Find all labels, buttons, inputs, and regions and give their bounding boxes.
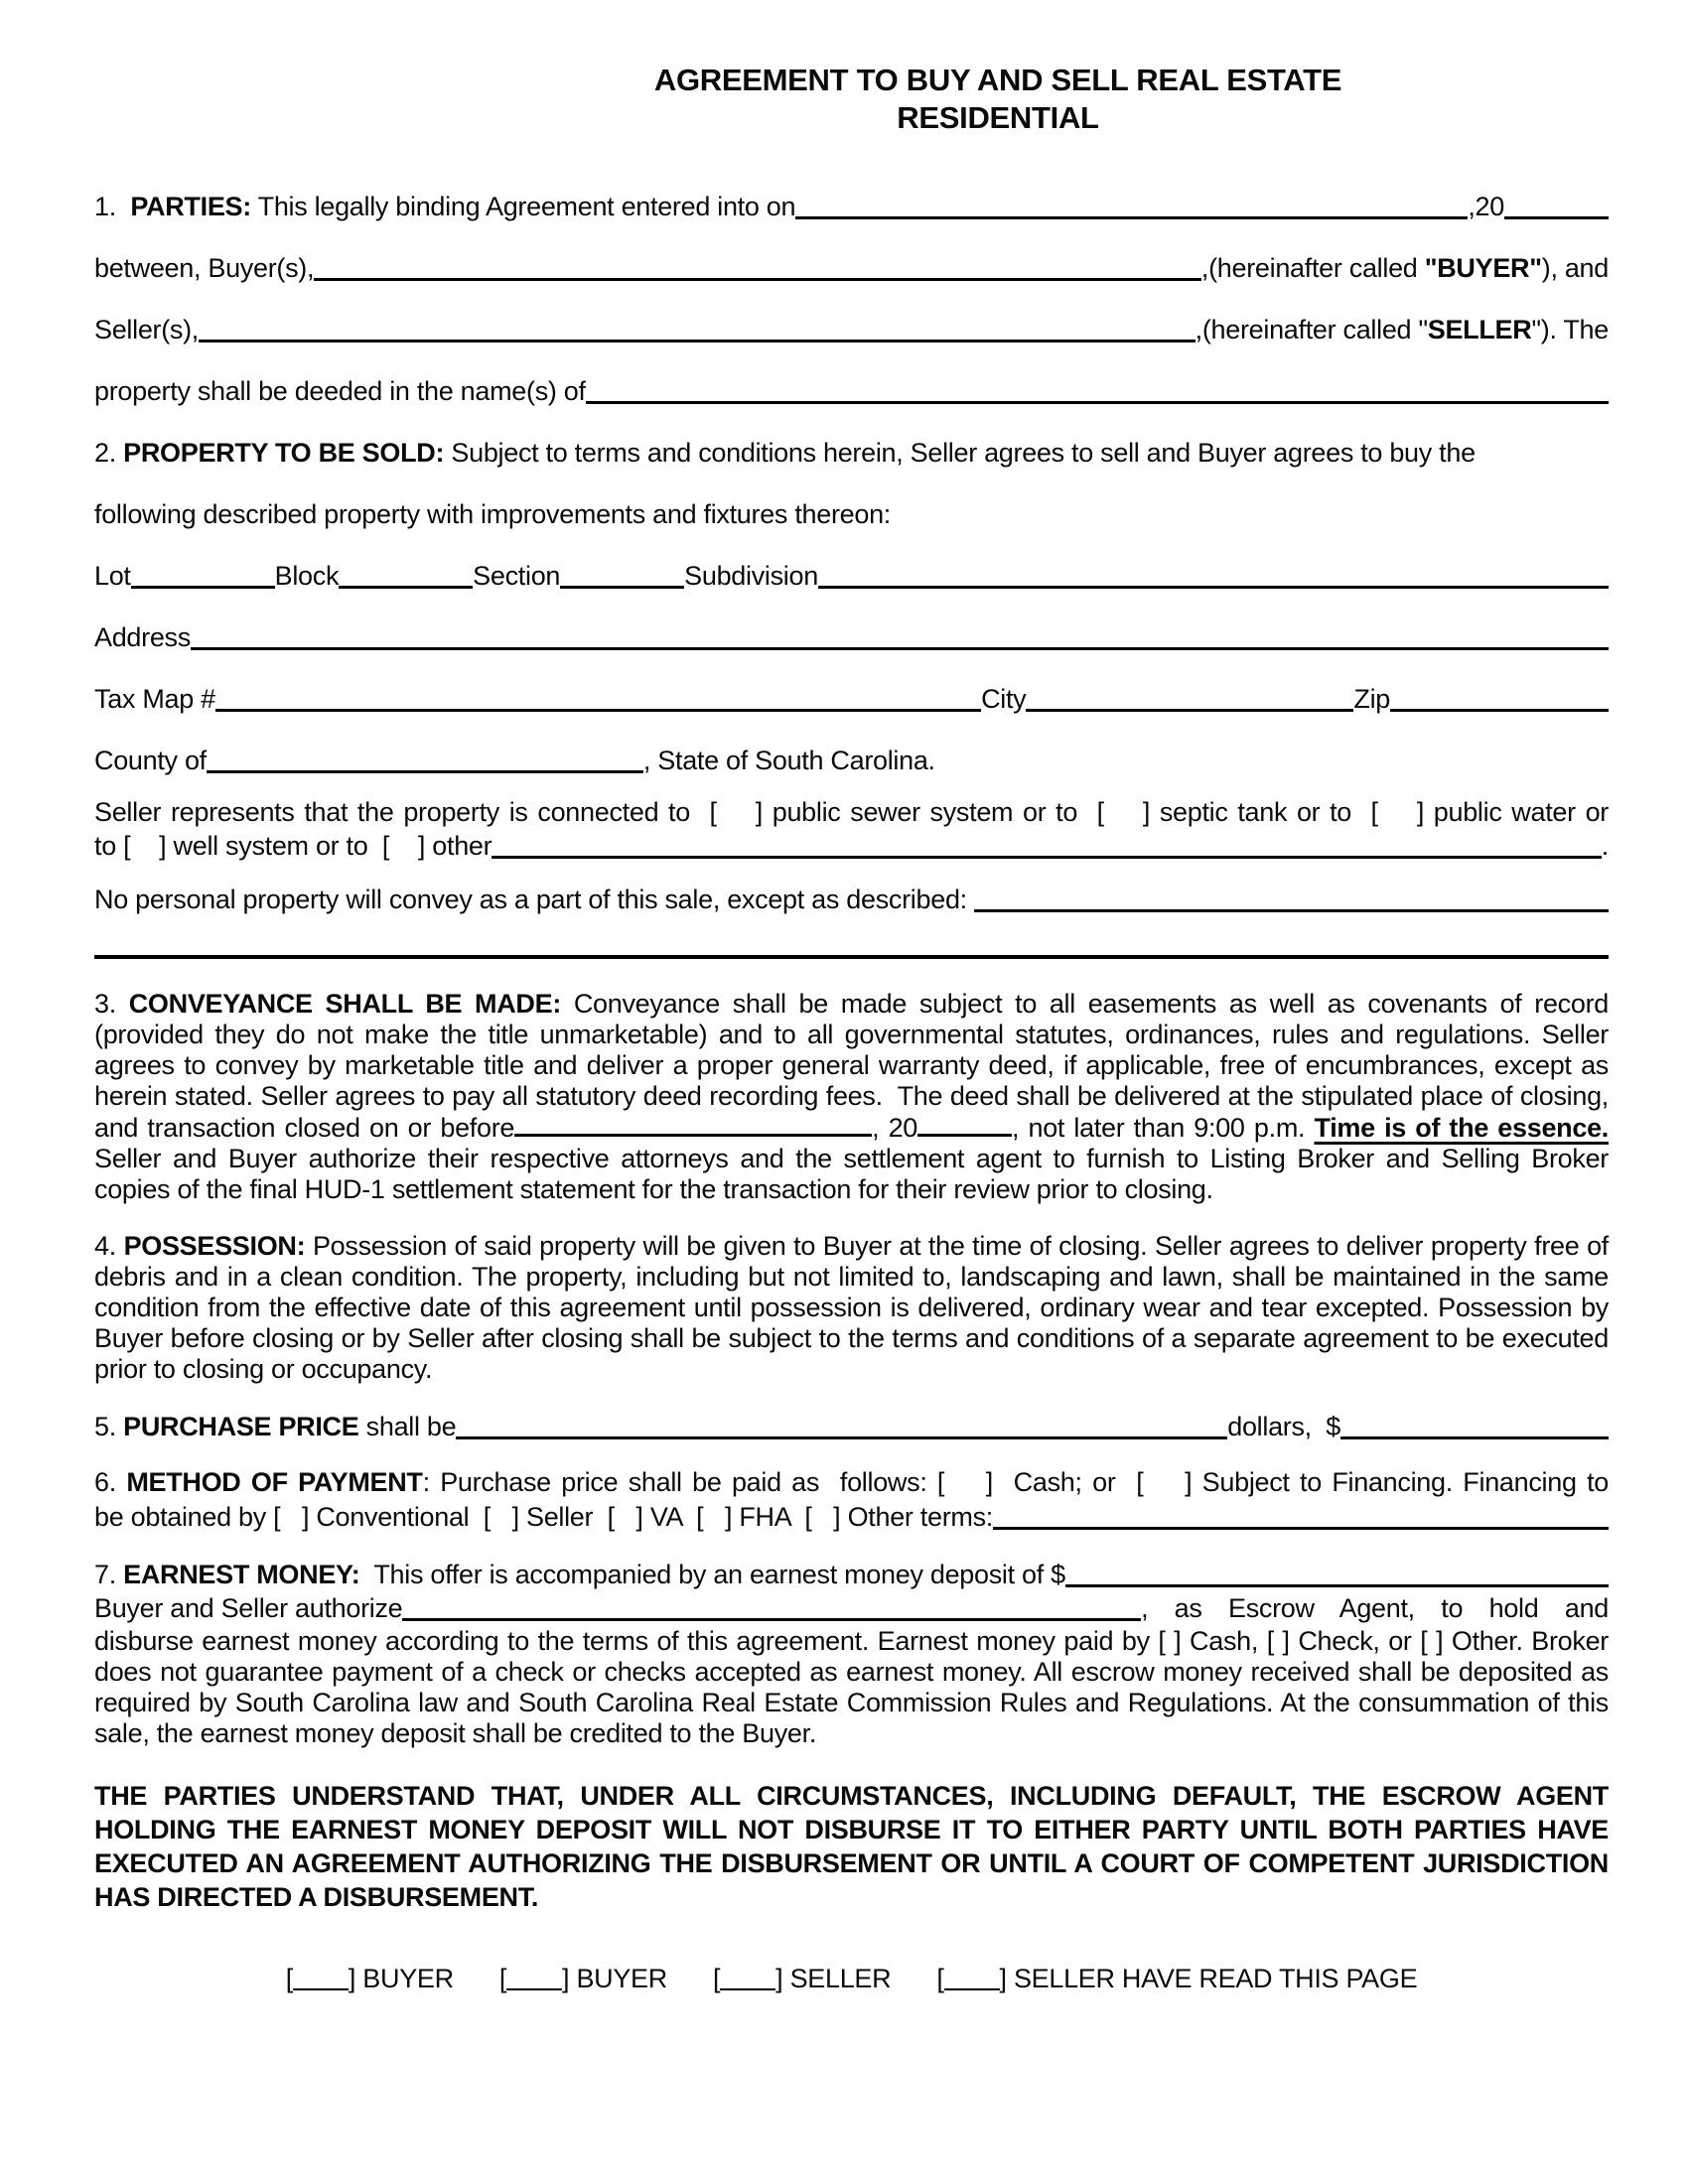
bracket-close: ] — [348, 1964, 363, 1993]
utilities-line1: Seller represents that the property is connected to [ ] public sewer system or to [ ] septic tank or to [ ] public water or — [94, 797, 1609, 827]
section-5-number: 5. — [94, 1412, 124, 1441]
section-2-label: PROPERTY TO BE SOLD: — [123, 438, 445, 468]
section-3-conveyance — [94, 989, 1617, 1205]
earnest-line2 — [94, 1590, 1609, 1624]
seller-name-blank — [199, 340, 1196, 342]
deed-lead-text: property shall be deeded in the name(s) of — [94, 376, 586, 406]
section-6-label: METHOD OF PAYMENT — [126, 1467, 423, 1497]
deed-name-blank — [586, 401, 1609, 404]
utilities-period: . — [1601, 831, 1609, 861]
section-6-number: 6. — [94, 1467, 127, 1497]
county-blank — [207, 770, 643, 773]
section-4-number: 4. — [94, 1231, 124, 1261]
property-intro-text: Subject to terms and conditions herein, Seller agrees to sell and Buyer agrees to buy the — [444, 438, 1476, 468]
conveyance-body2: Seller and Buyer authorize their respective attorneys and the settlement agent to furnish to Listing Broker and Selling Broker copies of the final HUD-1 settlement statement for the transaction for their review prior to closing. — [94, 1113, 1617, 1204]
buyer-tail-text: ), and — [1541, 253, 1609, 283]
personal-property-blank-line2 — [94, 915, 1609, 959]
section-6-method-of-payment — [94, 1466, 1609, 1533]
escrow-disbursement-notice: THE PARTIES UNDERSTAND THAT, UNDER ALL CIRCUMSTANCES, INCLUDING DEFAULT, THE ESCROW AGENT HOLDING THE EARNEST MONEY DEPOSIT WILL NOT DISBURSE IT TO EITHER PARTY UNTIL BOTH PARTIES HAVE EXECUTED AN AGREEMENT AUTHORIZING THE DISBURSEMENT OR UNTIL A COURT OF COMPETENT JURISDICTION HAS DIRECTED A DISBURSEMENT. — [94, 1781, 1609, 1912]
taxmap-label: Tax Map # — [94, 684, 215, 714]
escrow-agent-blank — [402, 1618, 1141, 1621]
footer-label: BUYER — [362, 1964, 454, 1993]
section-3-number: 3. — [94, 989, 129, 1019]
bracket-close: ] — [775, 1964, 790, 1993]
utilities-line2-text: to [ ] well system or to [ ] other — [94, 831, 492, 861]
year-prefix-text: ,20 — [1468, 192, 1504, 221]
section-label: Section — [473, 561, 561, 591]
bracket-close: ] — [562, 1964, 577, 1993]
seller-term-text: SELLER — [1427, 315, 1532, 344]
personal-property-text: No personal property will convey as a part of this sale, except as described: — [94, 885, 975, 914]
initials-footer — [94, 1964, 1609, 1994]
earnest-line2-text: Buyer and Seller authorize — [94, 1593, 403, 1623]
seller-initials-group-2 — [936, 1964, 1417, 1994]
payment-line2-text: be obtained by [ ] Conventional [ ] Seller [ ] VA [ ] FHA [ ] Other terms: — [94, 1502, 994, 1532]
buyer-initials-blank-2 — [506, 1988, 562, 1990]
payment-line2 — [94, 1499, 1609, 1533]
seller-initials-blank-1 — [720, 1988, 775, 1990]
section-3-label: CONVEYANCE SHALL BE MADE: — [128, 989, 562, 1019]
footer-label: SELLER HAVE READ THIS PAGE — [1013, 1964, 1418, 1993]
section-5-label: PURCHASE PRICE — [123, 1412, 359, 1441]
bracket-close: ] — [999, 1964, 1014, 1993]
bracket-open: [ — [712, 1964, 721, 1993]
earnest-deposit-blank — [1065, 1584, 1609, 1587]
footer-label: BUYER — [576, 1964, 667, 1993]
section-4-label: POSSESSION: — [123, 1231, 306, 1261]
section-7-label: EARNEST MONEY: — [123, 1560, 360, 1589]
payment-line1 — [94, 1466, 1609, 1499]
buyer-mid-text: ,(hereinafter called — [1200, 253, 1425, 283]
possession-body: Possession of said property will be given to Buyer at the time of closing. Seller agrees to deliver property free of debris and in a clean condition. The property, including but not limited to, landscaping and lawn, shall be maintained in the same condition from the effective date of this agreement until possession is delivered, ordinary wear and tear excepted. Possession by Buyer before closing or by Seller after closing shall be subject to the terms and conditions of a separate agreement to be executed prior to closing or occupancy. — [94, 1231, 1617, 1384]
parties-intro-text: This legally binding Agreement entered into on — [250, 192, 796, 221]
block-blank — [339, 586, 473, 589]
earnest-line1 — [94, 1557, 1609, 1590]
section-7-number: 7. — [94, 1560, 124, 1589]
city-label: City — [981, 684, 1027, 714]
closing-date-blank — [514, 1112, 872, 1137]
zip-blank — [1390, 709, 1609, 712]
city-blank — [1026, 709, 1353, 712]
agreement-year-blank — [1504, 216, 1609, 219]
block-label: Block — [274, 561, 340, 591]
parties-date-row — [94, 161, 1609, 222]
agreement-date-blank — [795, 216, 1468, 219]
taxmap-blank — [215, 709, 981, 712]
seller-tail-text: "). The — [1531, 315, 1609, 344]
escrow-agent-tail-text: , as Escrow Agent, to hold and — [1141, 1593, 1609, 1623]
county-label: County of — [94, 746, 207, 775]
earnest-line1-text: This offer is accompanied by an earnest money deposit of $ — [359, 1560, 1065, 1589]
seller-lead-text: Seller(s), — [94, 315, 200, 344]
section-2-property — [94, 407, 1609, 959]
county-row — [94, 715, 1609, 776]
section-1-parties — [94, 161, 1609, 407]
subdivision-label: Subdivision — [684, 561, 818, 591]
footer-label: SELLER — [789, 1964, 892, 1993]
seller-name-row — [94, 284, 1609, 345]
earnest-body: disburse earnest money according to the terms of this agreement. Earnest money paid by [ ] Cash, [ ] Check, or [ ] Other. Broker does not guarantee payment of a check or checks accepted as earnest money. All escrow money received shall be deposited as required by South Carolina law and South Carolina Real Estate Commission Rules and Regulations. At the consummation of this sale, the earnest money deposit shall be credited to the Buyer. — [94, 1626, 1609, 1748]
taxmap-city-zip-row — [94, 653, 1609, 715]
address-label: Address — [94, 622, 191, 652]
state-text: , State of South Carolina. — [642, 746, 935, 775]
time-essence-emphasis: Time is of the essence. — [1314, 1113, 1609, 1143]
purchase-price-amount-blank — [1340, 1436, 1609, 1439]
buyer-name-row — [94, 222, 1609, 284]
buyer-initials-blank-1 — [293, 1988, 349, 1990]
section-4-possession — [94, 1231, 1617, 1385]
dollars-text: dollars, $ — [1227, 1412, 1340, 1441]
bracket-open: [ — [936, 1964, 944, 1993]
document-title-block — [94, 62, 1609, 137]
address-row — [94, 592, 1609, 653]
section-7-earnest-money — [94, 1557, 1609, 1749]
utilities-line2 — [94, 829, 1609, 862]
personal-property-row — [94, 862, 1609, 915]
zip-label: Zip — [1353, 684, 1390, 714]
bracket-open: [ — [285, 1964, 293, 1993]
lot-label: Lot — [94, 561, 131, 591]
payment-line1-text: : Purchase price shall be paid as follows: [ ] Cash; or [ ] Subject to Financing. Financing to — [422, 1467, 1609, 1497]
deed-name-row — [94, 345, 1609, 407]
personal-property-blank — [974, 909, 1609, 912]
seller-mid-text: ,(hereinafter called " — [1195, 315, 1428, 344]
conveyance-body1: Conveyance shall be made subject to all easements as well as covenants of record (provided they do not make the title unmarketable) and to all governmental statutes, ordinances, rules and regulations. Seller agrees to convey by marketable title and deliver a proper general warranty deed, if applicable, free of encumbrances, except as herein stated. Seller agrees to pay all statutory deed recording fees. The deed shall be delivered at the stipulated place of closing, and transaction closed on or before — [94, 989, 1617, 1143]
closing-year-blank — [917, 1112, 1012, 1137]
section-2-number: 2. — [94, 438, 124, 468]
utilities-paragraph — [94, 796, 1609, 862]
document-subtitle: RESIDENTIAL — [897, 100, 1099, 135]
buyer-term-text: "BUYER" — [1424, 253, 1542, 283]
subdivision-blank — [818, 586, 1609, 589]
section-1-label: PARTIES: — [130, 192, 251, 221]
property-intro2-text: following described property with improvements and fixtures thereon: — [94, 499, 892, 529]
lot-blank — [131, 586, 275, 589]
conveyance-t2: , 20 — [872, 1113, 918, 1143]
property-heading-row — [94, 407, 1609, 469]
other-terms-blank — [993, 1527, 1609, 1530]
address-blank — [191, 647, 1609, 650]
other-utility-blank — [492, 856, 1601, 859]
bracket-open: [ — [498, 1964, 507, 1993]
section-blank — [560, 586, 684, 589]
purchase-price-words-blank — [456, 1436, 1227, 1439]
buyer-lead-text: between, Buyer(s), — [94, 253, 315, 283]
buyer-initials-group-2 — [499, 1964, 667, 1994]
seller-initials-blank-2 — [944, 1988, 1000, 1990]
document-title: AGREEMENT TO BUY AND SELL REAL ESTATE — [653, 63, 1342, 97]
property-intro2-row — [94, 469, 1609, 530]
seller-initials-group-1 — [713, 1964, 891, 1994]
buyer-initials-group-1 — [286, 1964, 454, 1994]
conveyance-t3: , not later than 9:00 p.m. — [1012, 1113, 1315, 1143]
lot-block-section-row — [94, 530, 1609, 592]
price-shall-be-text: shall be — [358, 1412, 457, 1441]
section-5-purchase-price — [94, 1385, 1609, 1442]
buyer-name-blank — [314, 278, 1201, 281]
section-1-number: 1. — [94, 192, 131, 221]
